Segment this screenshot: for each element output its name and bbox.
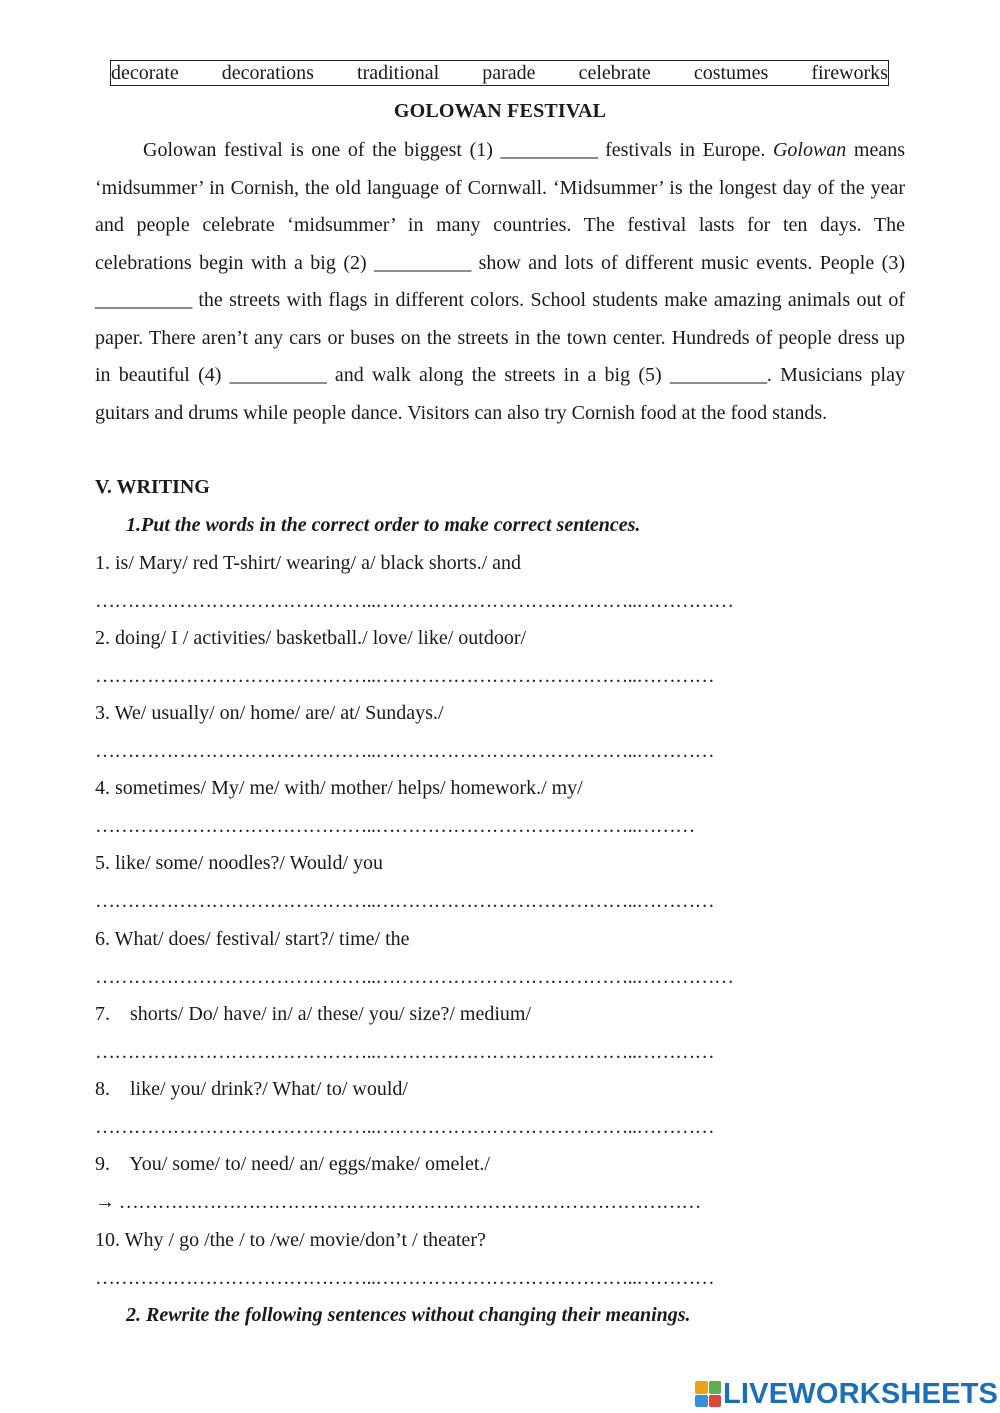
passage-segment: festivals in Europe. <box>597 139 773 161</box>
answer-line-6[interactable]: ……………………………………..…………………………………..…………… <box>95 966 734 988</box>
task-2-instruction: 2. Rewrite the following sentences without changing their meanings. <box>126 1304 691 1326</box>
question-1: 1. is/ Mary/ red T-shirt/ wearing/ a/ black shorts./ and <box>95 552 522 574</box>
blank-2[interactable]: __________ <box>374 251 472 274</box>
word-box-item: parade <box>482 62 536 84</box>
logo-square <box>695 1395 708 1408</box>
answer-line-10[interactable]: ……………………………………..…………………………………..………… <box>95 1267 715 1289</box>
passage-segment: . Musicians play guitars and drums while people dance. Visitors can also try Cornish food at the food stands. <box>95 364 905 424</box>
answer-line-1[interactable]: ……………………………………..…………………………………..…………… <box>95 590 734 612</box>
logo-square <box>709 1395 722 1408</box>
passage-segment: and walk along the streets in a big (5) <box>326 364 670 386</box>
question-4: 4. sometimes/ My/ me/ with/ mother/ helps/ homework./ my/ <box>95 777 583 799</box>
blank-5[interactable]: __________ <box>669 364 767 386</box>
logo-square <box>709 1381 722 1394</box>
question-9: 9. You/ some/ to/ need/ an/ eggs/make/ omelet./ <box>95 1153 490 1175</box>
passage-segment: show and lots of different music events. People (3) <box>471 251 905 274</box>
logo-text: LIVEWORKSHEETS <box>723 1377 999 1410</box>
passage-segment: means ‘midsummer’ in Cornish, the old language of Cornwall. ‘Midsummer’ is the longest day of the year and people celebrate ‘midsummer’ in many countries. The festival lasts for ten days. The celebrations begin with a big (2) <box>95 139 906 274</box>
section-heading-writing: V. WRITING <box>95 476 210 498</box>
answer-line-4[interactable]: ……………………………………..…………………………………..……… <box>95 815 695 837</box>
liveworksheets-logo-icon <box>695 1381 721 1407</box>
word-box-item: traditional <box>357 62 440 84</box>
passage-segment: Golowan festival is one of the biggest (1) <box>143 139 501 161</box>
answer-line-9[interactable]: → ……………………………………………………………………………… <box>95 1191 701 1213</box>
question-3: 3. We/ usually/ on/ home/ are/ at/ Sundays./ <box>95 702 444 724</box>
blank-4[interactable]: __________ <box>229 364 327 386</box>
passage-text <box>95 132 905 432</box>
word-box-item: decorate <box>111 62 179 84</box>
question-7: 7. shorts/ Do/ have/ in/ a/ these/ you/ size?/ medium/ <box>95 1003 532 1025</box>
word-box-item: fireworks <box>811 62 888 84</box>
passage-title: GOLOWAN FESTIVAL <box>393 100 607 122</box>
liveworksheets-logo <box>695 1378 998 1410</box>
answer-line-8[interactable]: ……………………………………..…………………………………..………… <box>95 1116 715 1138</box>
word-box <box>110 60 889 86</box>
question-5: 5. like/ some/ noodles?/ Would/ you <box>95 852 383 874</box>
word-box-item: celebrate <box>578 62 651 84</box>
blank-1[interactable]: __________ <box>500 139 598 161</box>
question-6: 6. What/ does/ festival/ start?/ time/ the <box>95 928 410 950</box>
word-box-item: costumes <box>693 62 769 84</box>
answer-line-2[interactable]: ……………………………………..…………………………………..………… <box>95 665 715 687</box>
answer-line-3[interactable]: ……………………………………..…………………………………..………… <box>95 740 715 762</box>
answer-line-7[interactable]: ……………………………………..…………………………………..………… <box>95 1041 715 1063</box>
question-10: 10. Why / go /the / to /we/ movie/don’t / theater? <box>95 1229 486 1251</box>
passage-italic-word: Golowan <box>772 139 847 161</box>
question-8: 8. like/ you/ drink?/ What/ to/ would/ <box>95 1078 408 1100</box>
word-box-item: decorations <box>221 62 314 84</box>
task-1-instruction: 1.Put the words in the correct order to make correct sentences. <box>126 514 641 536</box>
blank-3[interactable]: __________ <box>95 289 193 311</box>
logo-square <box>695 1381 708 1394</box>
question-2: 2. doing/ I / activities/ basketball./ love/ like/ outdoor/ <box>95 627 527 649</box>
answer-line-5[interactable]: ……………………………………..…………………………………..………… <box>95 890 715 912</box>
passage-segment: the streets with flags in different colors. School students make amazing animals out of paper. There aren’t any cars or buses on the streets in the town center. Hundreds of people dress up in beautiful (4) <box>95 289 905 386</box>
